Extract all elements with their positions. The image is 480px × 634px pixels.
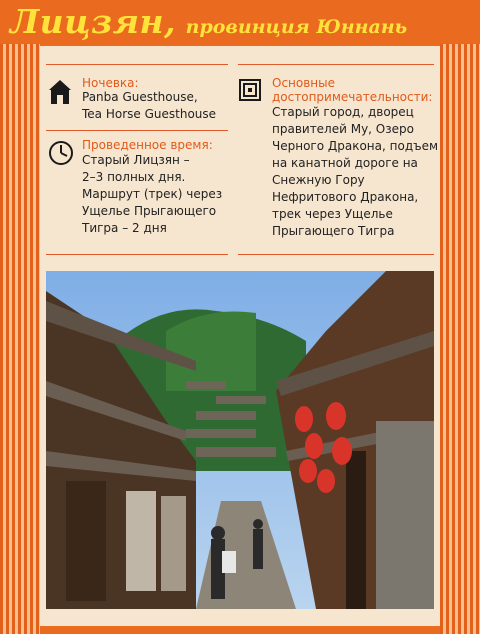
divider xyxy=(46,254,228,255)
divider xyxy=(238,254,434,255)
sights-text: Старый город, дворец правителей Му, Озеро Черного Дракона, подъем на канатной дороге на Снежную Гору Нефритового Дракона, трек через Ущелье Прыгающего Тигра xyxy=(272,105,439,238)
time-text: Старый Лицзян – 2–3 полных дня. Маршрут (трек) через Ущелье Прыгающего Тигра – 2 дня xyxy=(82,153,223,235)
time-label: Проведенное время: xyxy=(82,138,213,152)
lodging-label: Ночевка: xyxy=(82,76,139,90)
landmark-icon xyxy=(239,79,261,105)
divider xyxy=(46,130,228,131)
right-stripe-border xyxy=(440,44,480,634)
sights-label: Основные достопримечательности: xyxy=(272,76,433,104)
house-icon xyxy=(48,79,72,109)
divider xyxy=(46,64,228,65)
title-city: Лицзян, xyxy=(10,2,177,41)
old-town-photo xyxy=(46,271,434,609)
page-title xyxy=(10,2,407,42)
lodging-text: Panba Guesthouse, Tea Horse Guesthouse xyxy=(82,90,217,121)
clock-icon xyxy=(48,140,74,170)
info-card xyxy=(40,46,440,626)
divider xyxy=(238,64,434,65)
title-province: провинция Юннань xyxy=(185,16,408,38)
left-stripe-border xyxy=(0,44,40,634)
